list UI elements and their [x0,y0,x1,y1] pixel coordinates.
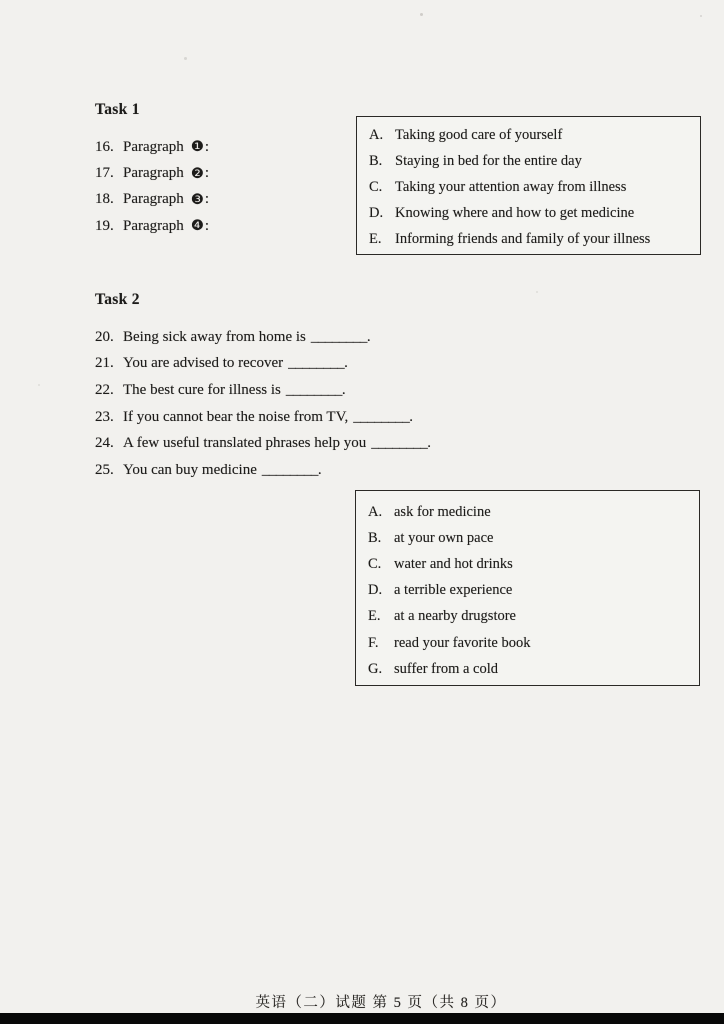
question-number: 24. [95,435,114,452]
option-letter: E. [369,231,382,248]
option-text: read your favorite book [394,634,531,651]
question-number: 25. [95,461,114,478]
option-letter: B. [369,152,383,169]
scan-speck [536,291,538,293]
option-row [368,525,699,551]
option-row [368,656,699,682]
task2-options-box [355,490,700,686]
item-number: 16. [95,138,114,155]
item-label: Paragraph [123,217,184,234]
option-text: Knowing where and how to get medicine [395,205,635,222]
task2-question-list [95,324,431,484]
option-text: at a nearby drugstore [394,608,516,625]
option-letter: A. [369,126,384,143]
blank-line: ________ [371,435,428,452]
blank-line: ________ [288,355,345,372]
option-letter: D. [369,205,384,222]
question-tail: . [409,408,413,425]
scan-speck [38,384,40,386]
question-row [95,324,431,351]
option-text: Taking good care of yourself [395,126,563,143]
question-number: 23. [95,408,114,425]
option-row [368,551,699,577]
question-row [95,377,431,404]
question-tail: . [344,355,348,372]
option-text: a terrible experience [394,582,513,599]
paragraph-item [95,213,209,239]
question-text: The best cure for illness is [123,381,281,398]
blank-line: ________ [261,461,318,478]
question-row [95,404,431,431]
question-number: 22. [95,381,114,398]
question-row [95,351,431,378]
option-row [369,201,700,227]
question-tail: . [317,461,322,478]
option-letter: A. [368,503,383,520]
option-row [369,227,700,253]
question-number: 21. [95,355,114,372]
blank-line: ________ [353,408,410,425]
option-text: water and hot drinks [394,555,513,572]
task1-paragraph-list [95,134,209,240]
task2-heading: Task 2 [95,291,140,308]
option-row [369,148,700,174]
option-row [369,122,700,148]
item-number: 19. [95,217,114,234]
option-text: Staying in bed for the entire day [395,152,582,169]
blank-line: ________ [285,381,342,398]
item-label: Paragraph [123,191,184,208]
option-text: at your own pace [394,529,494,546]
item-number: 17. [95,165,114,182]
option-text: suffer from a cold [394,660,499,677]
question-text: You are advised to recover [123,355,284,372]
question-tail: . [427,435,432,452]
option-letter: E. [368,608,381,625]
paragraph-item [95,160,209,186]
task1-heading: Task 1 [95,101,140,118]
question-text: You can buy medicine [123,461,257,478]
option-row [368,630,699,656]
scan-bottom-black-bar [0,1013,724,1024]
item-suffix: : [204,165,209,182]
question-number: 20. [95,328,114,345]
option-text: Informing friends and family of your illness [395,231,651,248]
question-text: Being sick away from home is [123,328,306,345]
blank-line: ________ [310,328,367,345]
option-row [368,604,699,630]
scan-speck [184,57,187,60]
question-text: A few useful translated phrases help you [123,435,367,452]
option-row [368,578,699,604]
option-text: Taking your attention away from illness [395,178,627,195]
question-row [95,457,431,484]
item-label: Paragraph [123,138,184,155]
paragraph-item [95,134,209,160]
item-suffix: : [204,217,209,234]
scan-speck [420,13,423,16]
item-number: 18. [95,191,114,208]
scan-speck [700,15,702,17]
option-row [369,174,700,200]
paragraph-item [95,187,209,213]
option-text: ask for medicine [394,503,491,520]
option-letter: C. [369,178,383,195]
option-letter: D. [368,582,383,599]
option-letter: C. [368,555,382,572]
question-tail: . [366,328,371,345]
item-suffix: : [204,191,209,208]
question-text: If you cannot bear the noise from TV, [123,408,349,425]
option-letter: G. [368,660,383,677]
option-letter: F. [368,634,379,651]
item-suffix: : [204,138,209,155]
page-footer-text: 英语（二）试题 第 5 页（共 8 页） [255,995,507,1011]
question-row [95,430,431,457]
circled-number-icon: ❷ [190,165,204,182]
circled-number-icon: ❸ [190,191,204,208]
circled-number-icon: ❹ [190,218,204,235]
task1-options-box [356,116,701,255]
option-row [368,499,699,525]
question-tail: . [341,381,346,398]
circled-number-icon: ❶ [190,139,204,156]
option-letter: B. [368,529,382,546]
item-label: Paragraph [123,165,184,182]
